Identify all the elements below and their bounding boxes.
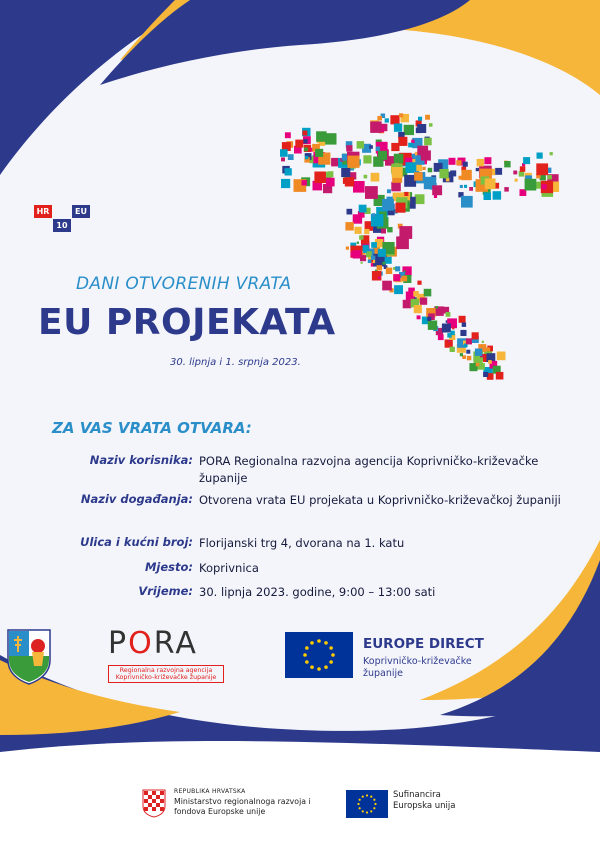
checker-square: [156, 791, 160, 795]
europe-direct-subtitle: Koprivničko-križevačke županije: [363, 656, 472, 679]
mosaic-tile: [450, 347, 455, 352]
mosaic-tile: [485, 178, 496, 189]
checker-square: [160, 807, 164, 811]
mosaic-tile: [435, 306, 438, 309]
eu-star: [366, 794, 368, 796]
pora-wordmark: [108, 626, 228, 661]
checker-square: [148, 803, 152, 807]
mosaic-tile: [387, 227, 392, 232]
mosaic-tile: [456, 160, 461, 165]
mosaic-tile: [496, 372, 504, 380]
info-label: Mjesto:: [144, 560, 193, 574]
eu-star: [324, 641, 328, 645]
mosaic-tile: [432, 185, 442, 195]
eu-star: [362, 796, 364, 798]
mosaic-tile: [463, 162, 468, 167]
mosaic-tile: [477, 159, 485, 167]
mosaic-tile: [414, 172, 423, 181]
mosaic-tile: [424, 138, 432, 146]
mosaic-tile: [281, 179, 290, 188]
mosaic-tile: [370, 121, 382, 132]
mosaic-tile: [361, 262, 363, 264]
mosaic-tile: [536, 163, 548, 175]
mosaic-tile: [355, 227, 362, 234]
croatia-coat-of-arms-icon: [142, 786, 166, 818]
checker-square: [148, 795, 152, 799]
mosaic-tile: [378, 151, 387, 160]
mosaic-tile: [438, 334, 444, 340]
checker-square: [156, 803, 160, 807]
eu-star: [366, 811, 368, 813]
mosaic-tile: [394, 154, 404, 164]
host-heading: ZA VAS VRATA OTVARA:: [52, 419, 252, 437]
ministry-line1: REPUBLIKA HRVATSKA: [174, 788, 246, 795]
mosaic-tile: [391, 182, 401, 192]
mosaic-tile: [404, 125, 414, 135]
mosaic-tile: [357, 141, 365, 149]
mosaic-tile: [371, 242, 377, 248]
mosaic-tile: [341, 168, 350, 177]
mosaic-tile: [484, 157, 491, 164]
mosaic-tile: [495, 168, 502, 175]
mosaic-tile: [427, 317, 431, 321]
mosaic-tile: [304, 148, 308, 152]
mosaic-tile: [390, 115, 399, 124]
county-coat-of-arms-icon: [6, 626, 52, 686]
checker-square: [148, 807, 152, 811]
mosaic-tile: [423, 167, 426, 170]
pora-sub-line: Regionalna razvojna agencija: [119, 667, 213, 674]
mosaic-tile: [372, 271, 382, 281]
checker-square: [156, 799, 160, 803]
eu-star: [305, 646, 309, 650]
eu-star: [373, 799, 375, 801]
mosaic-tile: [466, 338, 472, 344]
mosaic-tile: [378, 277, 381, 280]
mosaic-tile: [475, 349, 482, 356]
mosaic-tile: [399, 113, 403, 117]
mosaic-tile: [392, 167, 403, 178]
mosaic-tile: [550, 152, 553, 155]
checker-square: [152, 803, 156, 807]
mosaic-tile: [382, 199, 394, 211]
mosaic-tile: [488, 360, 492, 364]
mosaic-tile: [520, 166, 526, 172]
mosaic-tile: [448, 340, 450, 342]
pora-letter: O: [128, 626, 154, 661]
eu-flag-icon: [285, 632, 353, 678]
mosaic-tile: [327, 171, 333, 177]
mosaic-tile: [302, 131, 307, 136]
eu-star: [329, 660, 333, 664]
eu-star: [331, 653, 335, 657]
mosaic-tile: [402, 276, 408, 282]
mosaic-tile: [398, 137, 407, 146]
mosaic-tile: [525, 179, 537, 191]
hr-badge: HR: [34, 205, 52, 218]
mosaic-tile: [472, 332, 479, 339]
eu-star: [303, 653, 307, 657]
mosaic-tile: [460, 185, 463, 188]
mosaic-tile: [385, 118, 389, 122]
mosaic-tile: [497, 352, 506, 361]
mosaic-tile: [368, 259, 372, 263]
mosaic-tile: [387, 189, 391, 193]
mosaic-tile: [466, 350, 470, 354]
mosaic-tile: [411, 140, 414, 143]
mosaic-tile: [302, 180, 307, 185]
event-date: 30. lipnja i 1. srpnja 2023.: [170, 357, 301, 368]
mosaic-tile: [416, 128, 422, 134]
mosaic-tile: [364, 229, 369, 234]
mosaic-tile: [461, 170, 471, 180]
mosaic-tile: [449, 158, 456, 165]
mosaic-tile: [504, 187, 509, 192]
mosaic-tile: [486, 347, 490, 351]
mosaic-tile: [394, 124, 402, 132]
mosaic-tile: [459, 316, 466, 323]
mosaic-tile: [382, 281, 392, 291]
checker-square: [160, 795, 164, 799]
eu-star: [373, 807, 375, 809]
mosaic-tile: [377, 265, 382, 270]
mosaic-tile: [478, 363, 485, 370]
mosaic-tile: [408, 143, 413, 148]
mosaic-tile: [391, 143, 399, 151]
info-value: 30. lipnja 2023. godine, 9:00 – 13:00 sati: [199, 585, 436, 599]
mosaic-tile: [460, 330, 466, 336]
mosaic-tile: [504, 161, 510, 167]
eu-star: [357, 803, 359, 805]
mosaic-tile: [513, 171, 517, 175]
pora-logo: [108, 626, 228, 683]
eu-star: [305, 660, 309, 664]
checker-square: [144, 791, 148, 795]
mosaic-tile: [359, 205, 367, 213]
mosaic-tile: [393, 274, 400, 281]
mosaic-tile: [315, 149, 323, 157]
mosaic-tile: [376, 147, 380, 151]
mosaic-tile: [303, 139, 307, 143]
eu-star: [329, 646, 333, 650]
mosaic-tile: [346, 247, 349, 250]
eu-star: [374, 803, 376, 805]
checker-square: [152, 799, 156, 803]
mosaic-tile: [515, 179, 518, 182]
mosaic-tile: [347, 156, 359, 168]
mosaic-tile: [281, 157, 285, 161]
pora-sub-line: Koprivničko-križevačke županije: [115, 674, 217, 681]
mosaic-tile: [464, 185, 467, 188]
mosaic-tile: [365, 186, 378, 199]
mosaic-tile: [364, 175, 368, 179]
mosaic-tile: [399, 226, 412, 239]
mosaic-tile: [483, 372, 488, 377]
mosaic-tile: [523, 157, 530, 164]
info-label: Vrijeme:: [138, 584, 193, 598]
eu-cofund-flag-icon: [346, 790, 388, 818]
mosaic-tile: [305, 156, 308, 159]
mosaic-tile: [325, 133, 336, 144]
mosaic-tile: [369, 145, 373, 149]
mosaic-tile: [462, 323, 466, 327]
checker-square: [144, 807, 148, 811]
ten-badge: 10: [53, 219, 71, 232]
info-label: Naziv korisnika:: [89, 453, 193, 467]
mosaic-tile: [424, 289, 432, 297]
eu-star: [324, 665, 328, 669]
mosaic-tile: [295, 140, 303, 148]
mosaic-tile: [288, 154, 294, 160]
mosaic-tile: [450, 170, 456, 176]
mosaic-tile: [353, 181, 365, 193]
mosaic-tile: [353, 250, 361, 258]
mosaic-tile: [385, 257, 392, 264]
mosaic-tile: [447, 333, 452, 338]
mosaic-tile: [482, 341, 484, 343]
mosaic-tile: [446, 312, 451, 317]
europe-direct-title: EUROPE DIRECT: [363, 636, 484, 652]
mosaic-tile: [493, 191, 502, 200]
mosaic-tile: [412, 159, 415, 162]
mosaic-tile: [403, 300, 412, 309]
info-value: Koprivnica: [199, 561, 259, 575]
checker-square: [144, 803, 148, 807]
info-value: Otvorena vrata EU projekata u Koprivničko-križevačkoj županiji: [199, 493, 561, 507]
mosaic-tile: [377, 116, 382, 121]
event-subtitle: DANI OTVORENIH VRATA: [76, 274, 292, 294]
mosaic-tile: [413, 291, 419, 297]
mosaic-tile: [476, 363, 480, 367]
mosaic-tile: [541, 184, 546, 189]
mosaic-tile: [359, 235, 363, 239]
mosaic-tile: [382, 262, 385, 265]
mosaic-tile: [537, 153, 543, 159]
pora-letter: RA: [153, 626, 198, 661]
eu-star: [359, 807, 361, 809]
eu-star: [317, 639, 321, 643]
checker-square: [148, 791, 152, 795]
eu-star: [310, 641, 314, 645]
info-value: Florijanski trg 4, dvorana na 1. katu: [199, 536, 405, 550]
mosaic-tile: [395, 266, 400, 271]
mosaic-tile: [316, 131, 327, 142]
checker-square: [156, 807, 160, 811]
mosaic-tile: [428, 168, 433, 173]
mosaic-tile: [460, 353, 463, 356]
mosaic-tile: [547, 175, 552, 180]
mosaic-tile: [417, 281, 421, 285]
pora-letter: P: [108, 626, 129, 661]
mosaic-tile: [346, 145, 352, 151]
mosaic-tile: [381, 229, 386, 234]
mosaic-tile: [418, 117, 422, 121]
checker-square: [144, 795, 148, 799]
mosaic-tile: [378, 249, 386, 257]
mosaic-tile: [469, 187, 473, 191]
mosaic-tile: [314, 172, 326, 184]
eu-badge: EU: [72, 205, 90, 218]
mosaic-tile: [467, 356, 472, 361]
eu-star: [359, 799, 361, 801]
eu-star: [370, 810, 372, 812]
mosaic-tile: [461, 196, 473, 208]
mosaic-tile: [452, 327, 454, 329]
mosaic-tile: [326, 178, 335, 187]
mosaic-tile: [280, 149, 288, 157]
checker-square: [156, 795, 160, 799]
mosaic-tile: [347, 209, 353, 215]
mosaic-tile: [417, 315, 421, 319]
eu-star: [370, 796, 372, 798]
mosaic-tile: [476, 168, 479, 171]
mosaic-tile: [519, 171, 524, 176]
info-label: Ulica i kućni broj:: [80, 535, 193, 549]
ministry-logo: [174, 788, 334, 817]
mosaic-tile: [345, 222, 353, 230]
eu-star: [362, 810, 364, 812]
mosaic-tile: [446, 178, 450, 182]
mosaic-tile: [414, 305, 422, 313]
checker-square: [152, 791, 156, 795]
checker-square: [160, 803, 164, 807]
checker-square: [152, 807, 156, 811]
pora-subtitle: [108, 665, 224, 683]
info-value: PORA Regionalna razvojna agencija Koprivničko-križevačke županije: [199, 454, 539, 485]
mosaic-tile: [442, 324, 451, 333]
eu-star: [317, 667, 321, 671]
mosaic-tile: [360, 255, 366, 261]
info-label: Naziv događanja:: [80, 492, 193, 506]
mosaic-tile: [363, 155, 371, 163]
checker-square: [152, 795, 156, 799]
checker-square: [148, 799, 152, 803]
hr10eu-logo: [34, 205, 92, 241]
mosaic-tile: [404, 192, 408, 196]
mosaic-tile: [386, 268, 392, 274]
mosaic-tile: [363, 250, 366, 253]
mosaic-tile: [285, 132, 291, 138]
mosaic-tile: [425, 115, 430, 120]
mosaic-tile: [394, 286, 396, 288]
ministry-line2: Ministarstvo regionalnoga razvoja i fondova Europske unije: [174, 797, 311, 816]
mosaic-tile: [345, 177, 354, 186]
checker-square: [144, 799, 148, 803]
mosaic-tile: [372, 213, 376, 217]
mosaic-tile: [285, 168, 292, 175]
mosaic-tile: [420, 298, 427, 305]
mosaic-tile: [439, 169, 448, 178]
event-title: EU PROJEKATA: [38, 302, 336, 343]
mosaic-tile: [434, 195, 437, 198]
mosaic-tile: [415, 194, 425, 204]
mosaic-tile: [429, 123, 433, 127]
mosaic-tile: [371, 173, 380, 182]
mosaic-tile: [357, 242, 359, 244]
cofund-text: Sufinancira Europska unija: [393, 790, 456, 811]
checker-square: [160, 791, 164, 795]
mosaic-tile: [428, 321, 437, 330]
eu-star: [310, 665, 314, 669]
mosaic-tile: [395, 203, 405, 213]
checker-square: [160, 799, 164, 803]
mosaic-tile: [484, 193, 492, 201]
mosaic-tile: [371, 256, 375, 260]
mosaic-tile: [421, 150, 431, 160]
